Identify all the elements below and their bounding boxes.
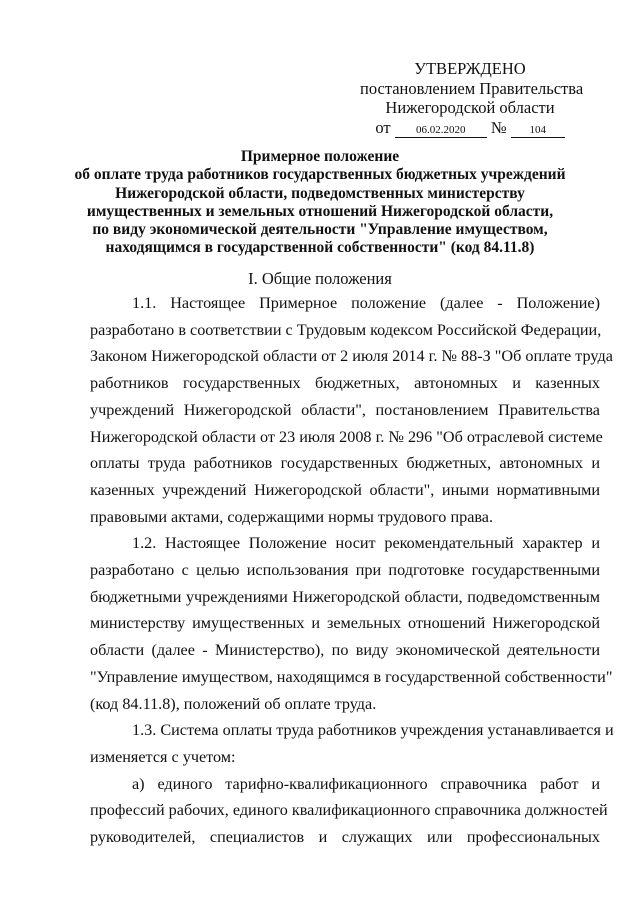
body-line: изменяется с учетом: — [90, 747, 236, 766]
body-line: руководителей, специалистов и служащих или профессиональных — [90, 828, 600, 847]
title-line: имущественных и земельных отношений Нижегородской области, — [86, 202, 554, 220]
number-label: № — [490, 117, 507, 137]
body-line: области (далее - Министерство), по виду экономической деятельности — [90, 641, 600, 660]
title-line: по виду экономической деятельности "Управление имуществом, — [92, 221, 548, 239]
body-line: правовыми актами, содержащими нормы трудового права. — [90, 507, 494, 526]
body-line: Нижегородской области от 23 июля 2008 г. № 296 "Об отраслевой системе — [90, 427, 603, 446]
body-line: разработано в соответствии с Трудовым кодексом Российской Федерации, — [90, 320, 602, 339]
body-line: бюджетными учреждениями Нижегородской области, подведомственным — [90, 587, 600, 606]
approval-date: 06.02.2020 — [395, 124, 487, 138]
approval-date-row — [360, 118, 580, 138]
body-line: учреждений Нижегородской области", постановлением Правительства — [90, 400, 600, 419]
document-body — [90, 290, 614, 851]
body-line: 1.3. Система оплаты труда работников учреждения устанавливается и — [132, 721, 614, 740]
title-line: Нижегородской области, подведомственных министерству — [115, 184, 525, 202]
body-line: министерству имущественных и земельных отношений Нижегородской — [90, 614, 600, 633]
body-line: а) единого тарифно-квалификационного справочника работ и — [132, 774, 600, 793]
body-line: работников государственных бюджетных, автономных и казенных — [90, 374, 600, 393]
approval-number: 104 — [511, 124, 565, 138]
approval-heading: УТВЕРЖДЕНО — [414, 59, 526, 78]
title-line: об оплате труда работников государственных бюджетных учреждений — [74, 166, 566, 184]
document-title — [70, 148, 570, 258]
approval-line-2: Нижегородской области — [385, 98, 555, 117]
body-line: "Управление имуществом, находящимся в государственной собственности" — [90, 667, 613, 686]
approval-stamp — [360, 59, 584, 138]
from-label: от — [375, 117, 391, 137]
approval-line-1: постановлением Правительства — [360, 78, 584, 98]
section-heading: I. Общие положения — [248, 269, 392, 288]
body-line: (код 84.11.8), положений об оплате труда. — [90, 694, 377, 713]
body-line: Законом Нижегородской области от 2 июля 2014 г. № 88-З "Об оплате труда — [90, 347, 613, 366]
title-line: Примерное положение — [240, 148, 400, 165]
body-line: 1.1. Настоящее Примерное положение (далее - Положение) — [132, 294, 600, 312]
body-line: профессий рабочих, единого квалификационного справочника должностей — [90, 801, 608, 820]
body-line: 1.2. Настоящее Положение носит рекомендательный характер и — [132, 534, 600, 553]
title-line: находящимся в государственной собственности" (код 84.11.8) — [105, 239, 535, 257]
body-line: казенных учреждений Нижегородской области", иными нормативными — [90, 480, 600, 499]
body-line: разработано с целью использования при подготовке государственными — [90, 561, 600, 580]
body-line: оплаты труда работников государственных бюджетных, автономных и — [90, 454, 600, 473]
